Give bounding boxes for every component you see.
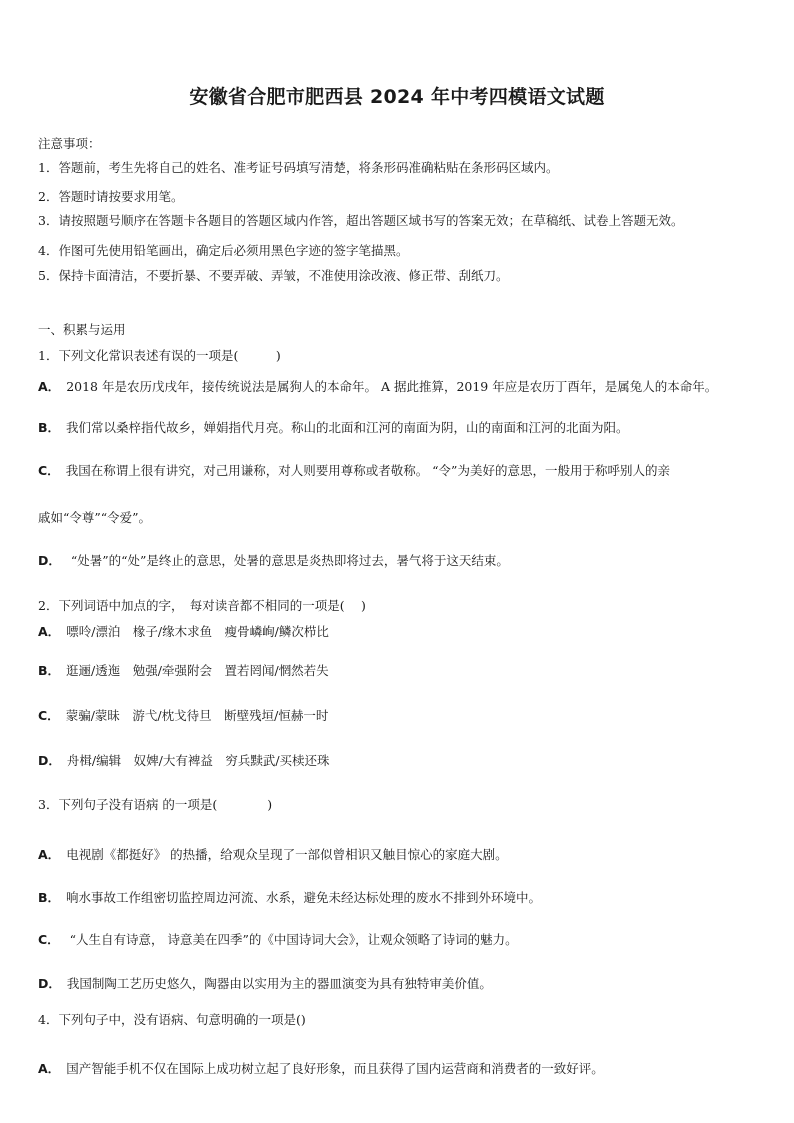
notice-item-3: 3．请按照题号顺序在答题卡各题目的答题区域内作答，超出答题区域书写的答案无效；在草稿纸、试卷上答题无效。 xyxy=(38,213,684,228)
question-1-option-d xyxy=(38,553,509,569)
option-label: C． xyxy=(38,932,60,947)
question-4-stem: 4．下列句子中，没有语病、句意明确的一项是() xyxy=(38,1012,306,1027)
option-text: 响水事故工作组密切监控周边河流、水系，避免未经达标处理的废水不排到外环境中。 xyxy=(66,890,542,905)
option-label: B． xyxy=(38,420,61,435)
question-3-option-d xyxy=(38,976,492,992)
question-2-option-d xyxy=(38,753,330,769)
section-heading: 一、积累与运用 xyxy=(38,322,126,337)
option-text: 国产智能手机不仅在国际上成功树立起了良好形象，而且获得了国内运营商和消费者的一致好评。 xyxy=(66,1061,604,1076)
option-label: A． xyxy=(38,379,61,394)
option-label: A． xyxy=(38,847,61,862)
question-1-stem: 1．下列文化常识表述有误的一项是( ) xyxy=(38,348,281,363)
option-text: 2018 年是农历戊戌年，接传统说法是属狗人的本命年。 A 据此推算，2019 年应是农历丁酉年，是属兔人的本命年。 xyxy=(66,379,718,394)
option-label: D． xyxy=(38,976,61,991)
option-label: A． xyxy=(38,624,61,639)
option-text: 舟楫/编辑 奴婢/大有裨益 穷兵黩武/买椟还珠 xyxy=(66,753,330,768)
option-label: C． xyxy=(38,708,60,723)
question-2-option-c xyxy=(38,708,328,724)
question-2-option-b xyxy=(38,663,329,679)
option-text: “人生自有诗意， 诗意美在四季”的《中国诗词大会》，让观众领略了诗词的魅力。 xyxy=(65,932,518,947)
question-4-option-a xyxy=(38,1061,604,1077)
question-1-option-b xyxy=(38,420,629,436)
option-text: 我国在称谓上很有讲究，对己用谦称，对人则要用尊称或者敬称。 “令”为美好的意思，一般用于称呼别人的亲 xyxy=(65,463,670,478)
question-2-option-a xyxy=(38,624,329,640)
notice-item-1: 1．答题前，考生先将自己的姓名、准考证号码填写清楚，将条形码准确粘贴在条形码区域内。 xyxy=(38,160,559,175)
notice-heading: 注意事项： xyxy=(38,136,101,151)
option-text: 蒙骗/蒙昧 游弋/枕戈待旦 断壁残垣/恒赫一时 xyxy=(65,708,329,723)
notice-item-4: 4．作图可先使用铅笔画出，确定后必须用黑色字迹的签字笔描黑。 xyxy=(38,243,409,258)
question-3-option-c xyxy=(38,932,518,948)
option-text: 逛逦/透迤 勉强/牵强附会 置若罔闻/惘然若失 xyxy=(66,663,329,678)
page-title: 安徽省合肥市肥西县 2024 年中考四模语文试题 xyxy=(189,86,605,108)
option-label: C． xyxy=(38,463,60,478)
question-3-option-b xyxy=(38,890,541,906)
option-label: D． xyxy=(38,553,61,568)
option-text: 嘌呤/漂泊 椽子/缘木求鱼 瘦骨嶙峋/鳞次栉比 xyxy=(66,624,329,639)
notice-item-2: 2．答题时请按要求用笔。 xyxy=(38,189,184,204)
option-text: “处暑”的“处”是终止的意思，处暑的意思是炎热即将过去，暑气将于这天结束。 xyxy=(66,553,509,568)
notice-item-5: 5．保持卡面清洁，不要折暴、不要弄破、弄皱，不准使用涂改液、修正带、刮纸刀。 xyxy=(38,268,509,283)
option-label: A． xyxy=(38,1061,61,1076)
question-2-stem: 2．下列词语中加点的字， 每对读音都不相同的一项是( ) xyxy=(38,598,366,613)
option-text: 电视剧《都挺好》 的热播，给观众呈现了一部似曾相识又触目惊心的家庭大剧。 xyxy=(66,847,508,862)
option-text: 我们常以桑梓指代故乡，婵娟指代月亮。称山的北面和江河的南面为阴，山的南面和江河的北面为阳。 xyxy=(66,420,629,435)
question-1-option-c xyxy=(38,463,670,479)
option-text: 我国制陶工艺历史悠久，陶器由以实用为主的器皿演变为具有独特审美价值。 xyxy=(66,976,492,991)
option-label: D． xyxy=(38,753,61,768)
option-label: B． xyxy=(38,890,61,905)
question-1-option-a xyxy=(38,379,717,395)
option-label: B． xyxy=(38,663,61,678)
question-3-option-a xyxy=(38,847,508,863)
question-3-stem: 3．下列句子没有语病 的一项是( ) xyxy=(38,797,273,812)
question-1-option-c-continued: 戚如“令尊”“令爱”。 xyxy=(38,510,152,525)
